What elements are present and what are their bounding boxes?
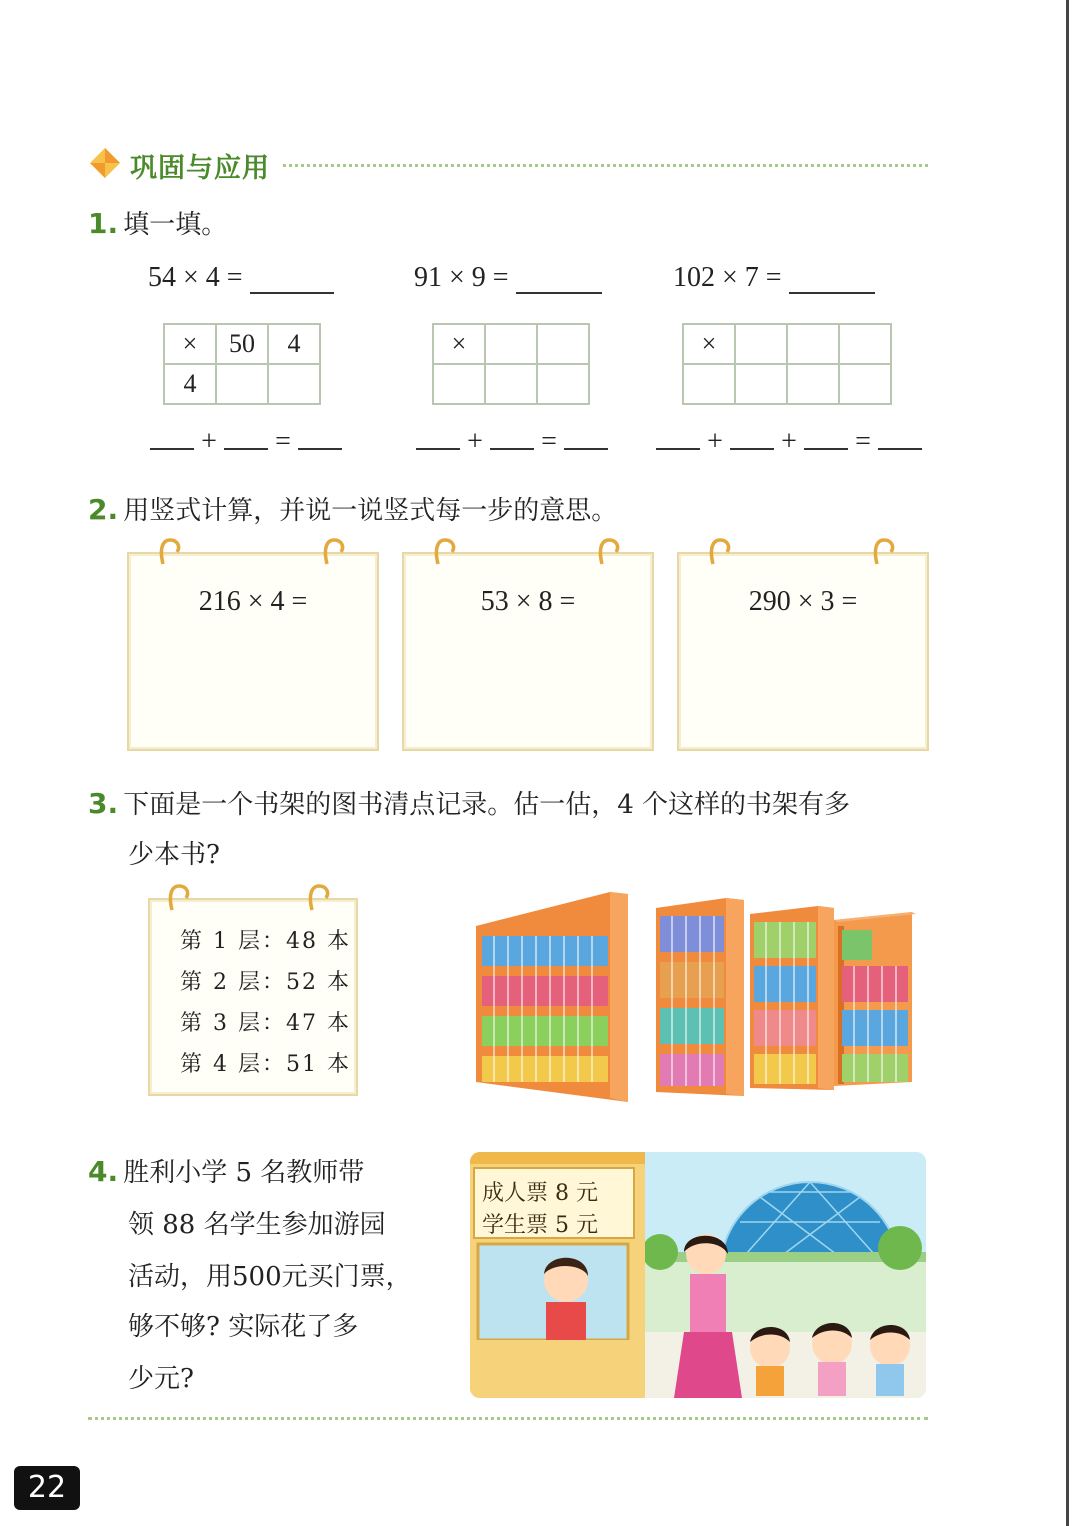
- children: [750, 1323, 910, 1396]
- ticket-booth-illustration: [470, 1152, 926, 1398]
- answer-blank[interactable]: [516, 264, 602, 294]
- calc-expression: 216 × 4 =: [198, 586, 308, 617]
- record-line: 第 4 层：51 本: [180, 1052, 351, 1077]
- grid-cell[interactable]: [839, 364, 891, 404]
- grid-cell[interactable]: [537, 324, 589, 364]
- section-title: 巩固与应用: [130, 153, 270, 184]
- grid-cell[interactable]: [683, 364, 735, 404]
- answer-blank[interactable]: [564, 424, 608, 450]
- answer-blank[interactable]: [656, 424, 700, 450]
- answer-blank[interactable]: [150, 424, 194, 450]
- answer-blank[interactable]: [416, 424, 460, 450]
- question-1-number: 1.: [88, 207, 119, 240]
- q1-expression-2: 91 × 9 =: [414, 262, 602, 294]
- q1-sum-line-3: + + =: [656, 424, 922, 458]
- q1-sum-line-1: + =: [150, 424, 342, 458]
- ring-icon: [432, 538, 458, 568]
- grid-cell[interactable]: [787, 364, 839, 404]
- ring-icon: [321, 538, 347, 568]
- question-3-number: 3.: [88, 787, 119, 820]
- question-3-text-cont: 少本书?: [128, 840, 220, 870]
- question-2-heading: [88, 490, 617, 527]
- ring-icon: [306, 884, 332, 914]
- grid-cell[interactable]: [735, 324, 787, 364]
- grid-cell[interactable]: [485, 324, 537, 364]
- answer-blank[interactable]: [804, 424, 848, 450]
- calc-expression: 53 × 8 =: [480, 586, 576, 617]
- answer-blank[interactable]: [789, 264, 875, 294]
- answer-blank[interactable]: [490, 424, 534, 450]
- ring-icon: [166, 884, 192, 914]
- ring-icon: [707, 538, 733, 568]
- ticket-price-student: 学生票 5 元: [482, 1213, 598, 1238]
- calc-card-1[interactable]: [127, 552, 379, 751]
- multiplication-grid-3: [682, 323, 892, 405]
- page-number: 22: [14, 1466, 80, 1510]
- grid-cell[interactable]: [839, 324, 891, 364]
- bottom-divider: [88, 1417, 928, 1420]
- grid-cell[interactable]: [537, 364, 589, 404]
- question-1-heading: [88, 204, 227, 241]
- page-edge-line: [1066, 0, 1069, 1526]
- multiplication-grid-1: [163, 323, 321, 405]
- question-4-line: 胜利小学 5 名教师带: [123, 1158, 365, 1188]
- multiplication-grid-2: [432, 323, 590, 405]
- answer-blank[interactable]: [298, 424, 342, 450]
- grid-corner: ×: [683, 324, 735, 364]
- answer-blank[interactable]: [730, 424, 774, 450]
- question-3-heading: [88, 784, 938, 821]
- grid-cell[interactable]: [485, 364, 537, 404]
- question-3-text: 下面是一个书架的图书清点记录。估一估，4 个这样的书架有多: [123, 790, 851, 820]
- grid-cell[interactable]: [216, 364, 268, 404]
- grid-cell[interactable]: [433, 364, 485, 404]
- section-header: [88, 140, 928, 190]
- diamond-icon: [88, 146, 122, 180]
- record-line: 第 2 层：52 本: [180, 970, 351, 995]
- ring-icon: [157, 538, 183, 568]
- record-line: 第 1 层：48 本: [180, 929, 351, 954]
- question-2-number: 2.: [88, 493, 119, 526]
- bookshelves-illustration: [470, 886, 916, 1104]
- calc-card-2[interactable]: [402, 552, 654, 751]
- question-4-line: 领 88 名学生参加游园: [128, 1210, 386, 1240]
- grid-header: 4: [268, 324, 320, 364]
- question-1-text: 填一填。: [123, 210, 228, 240]
- q1-sum-line-2: + =: [416, 424, 608, 458]
- record-line: 第 3 层：47 本: [180, 1011, 351, 1036]
- question-4-line: 够不够? 实际花了多: [128, 1312, 359, 1342]
- answer-blank[interactable]: [250, 264, 334, 294]
- question-4-line: 活动，用500元买门票，: [128, 1262, 412, 1292]
- q1-expression-3: 102 × 7 =: [673, 262, 875, 294]
- ring-icon: [596, 538, 622, 568]
- grid-cell[interactable]: [787, 324, 839, 364]
- grid-row-header: 4: [164, 364, 216, 404]
- grid-header: 50: [216, 324, 268, 364]
- grid-corner: ×: [164, 324, 216, 364]
- q1-expression-1: 54 × 4 =: [148, 262, 334, 294]
- question-4-number: 4.: [88, 1155, 119, 1188]
- answer-blank[interactable]: [224, 424, 268, 450]
- question-2-text: 用竖式计算，并说一说竖式每一步的意思。: [123, 496, 618, 526]
- grid-cell[interactable]: [268, 364, 320, 404]
- section-divider: [283, 164, 928, 167]
- calc-expression: 290 × 3 =: [748, 586, 858, 617]
- ticket-price-adult: 成人票 8 元: [482, 1181, 598, 1206]
- record-card: [148, 898, 358, 1096]
- grid-corner: ×: [433, 324, 485, 364]
- ring-icon: [871, 538, 897, 568]
- answer-blank[interactable]: [878, 424, 922, 450]
- grid-cell[interactable]: [735, 364, 787, 404]
- question-4-line: 少元?: [128, 1364, 194, 1394]
- calc-card-3[interactable]: [677, 552, 929, 751]
- question-4-heading: [88, 1152, 364, 1189]
